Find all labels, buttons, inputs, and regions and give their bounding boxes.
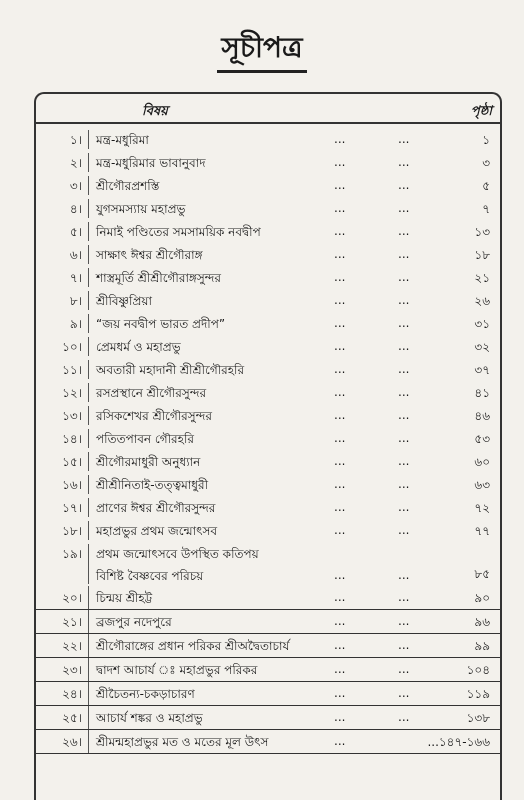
entry-number: ২। — [69, 156, 82, 170]
entry-title-line2: বিশিষ্ট বৈষ্ণবের পরিচয় — [96, 569, 204, 583]
entry-number: ১। — [69, 133, 82, 147]
entry-number: ৬। — [69, 248, 82, 262]
entry-number: ৩। — [69, 179, 82, 193]
entry-number: ১০। — [62, 340, 82, 354]
list-item — [36, 197, 500, 220]
entry-number: ২৫। — [62, 711, 82, 725]
leader-dots: ... — [334, 247, 346, 261]
entry-number: ২৩। — [62, 663, 82, 677]
entry-page-number: ৫৩ — [474, 432, 490, 446]
column-divider — [88, 176, 89, 195]
list-item — [36, 473, 500, 496]
entry-number: ২৪। — [62, 687, 82, 701]
column-divider — [88, 544, 89, 584]
leader-dots: ... — [398, 431, 410, 445]
leader-dots: ... — [398, 293, 410, 307]
leader-dots: ... — [398, 201, 410, 215]
entry-page-number: ৩৭ — [474, 363, 490, 377]
entry-number: ২২। — [62, 639, 82, 653]
entry-title: প্রথম জন্মোৎসবে উপস্থিত কতিপয় — [96, 547, 259, 561]
leader-dots: ... — [334, 178, 346, 192]
entry-title: প্রেমধর্ম ও মহাপ্রভু — [96, 340, 181, 354]
leader-dots: ... — [398, 408, 410, 422]
entry-page-number: ১১৯ — [466, 687, 490, 701]
leader-dots: ... — [398, 454, 410, 468]
list-item — [36, 519, 500, 542]
entry-title: প্রাণের ঈশ্বর শ্রীগৌরসুন্দর — [96, 501, 216, 515]
list-item — [36, 243, 500, 266]
list-item — [36, 220, 500, 243]
column-divider — [88, 475, 89, 494]
column-divider — [88, 406, 89, 425]
leader-dots: ... — [398, 710, 410, 724]
entry-title: শ্রীগৌরপ্রশস্তি — [96, 179, 160, 193]
column-divider — [88, 610, 89, 633]
leader-dots: ... — [334, 523, 346, 537]
leader-dots: ... — [398, 247, 410, 261]
column-divider — [88, 682, 89, 705]
entry-title: দ্বাদশ আচার্য ঃ মহাপ্রভুর পরিকর — [96, 663, 258, 677]
list-item — [36, 335, 500, 358]
entry-number: ২১। — [62, 615, 82, 629]
entry-title: শ্রীগৌরাঙ্গের প্রধান পরিকর শ্রীঅদ্বৈতাচার্য — [96, 639, 290, 653]
leader-dots: ... — [334, 638, 346, 652]
leader-dots: ... — [334, 686, 346, 700]
list-item — [36, 404, 500, 427]
leader-dots: ... — [398, 178, 410, 192]
list-item — [36, 706, 500, 730]
leader-dots: ... — [334, 339, 346, 353]
entry-page-number: ৭৭ — [474, 524, 490, 538]
entry-page-number: ...১৪৭-১৬৬ — [427, 735, 490, 749]
entry-number: ৯। — [69, 317, 82, 331]
title-area — [0, 28, 524, 73]
list-item — [36, 358, 500, 381]
entry-page-number: ২১ — [474, 271, 490, 285]
entry-number: ১৭। — [62, 501, 82, 515]
leader-dots: ... — [334, 734, 346, 748]
list-item — [36, 174, 500, 197]
entry-title: নিমাই পণ্ডিতের সমসাময়িক নবদ্বীপ — [96, 225, 261, 239]
column-divider — [88, 199, 89, 218]
entry-title: মন্ত্র-মধুরিমা — [96, 133, 149, 147]
entry-title: যুগসমস্যায় মহাপ্রভু — [96, 202, 186, 216]
list-item — [36, 586, 500, 610]
entry-title: শাস্ত্রমূর্তি শ্রীশ্রীগৌরাঙ্গসুন্দর — [96, 271, 222, 285]
leader-dots: ... — [334, 477, 346, 491]
leader-dots: ... — [334, 431, 346, 445]
entry-number: ৮। — [69, 294, 82, 308]
column-divider — [88, 268, 89, 287]
entry-page-number: ৯৬ — [474, 615, 490, 629]
entry-title: অবতারী মহাদানী শ্রীশ্রীগৌরহরি — [96, 363, 245, 377]
leader-dots: ... — [334, 454, 346, 468]
leader-dots: ... — [398, 662, 410, 676]
leader-dots: ... — [334, 614, 346, 628]
entry-page-number: ৭ — [482, 202, 490, 216]
leader-dots: ... — [334, 362, 346, 376]
leader-dots: ... — [334, 408, 346, 422]
list-item — [36, 496, 500, 519]
leader-dots: ... — [398, 316, 410, 330]
column-divider — [88, 291, 89, 310]
leader-dots: ... — [334, 316, 346, 330]
entry-number: ১৮। — [62, 524, 82, 538]
column-divider — [88, 498, 89, 517]
entry-title: শ্রীমন্মহাপ্রভুর মত ও মতের মূল উৎস — [96, 735, 269, 749]
leader-dots: ... — [334, 590, 346, 604]
column-divider — [88, 452, 89, 471]
entry-page-number: ১৮ — [474, 248, 490, 262]
entry-page-number: ৯০ — [474, 591, 490, 605]
page-title: সূচীপত্র — [217, 28, 306, 73]
list-item — [36, 151, 500, 174]
entry-title: শ্রীশ্রীনিতাই-তত্ত্বমাধুরী — [96, 478, 209, 492]
list-item — [36, 427, 500, 450]
column-divider — [88, 245, 89, 264]
column-divider — [88, 730, 89, 753]
entry-title: ব্রজপুর নদেপুরে — [96, 615, 172, 629]
entry-number: ৪। — [69, 202, 82, 216]
list-item — [36, 266, 500, 289]
entry-page-number: ১৩ — [474, 225, 490, 239]
entry-title: রসপ্রস্থানে শ্রীগৌরসুন্দর — [96, 386, 207, 400]
entry-title: শ্রীচৈতন্য-চকড়াচারণ — [96, 687, 195, 701]
column-divider — [88, 706, 89, 729]
entry-number: ১৯। — [62, 547, 82, 561]
list-item — [36, 730, 500, 754]
column-divider — [88, 658, 89, 681]
entry-number: ৫। — [69, 225, 82, 239]
entry-page-number: ৩১ — [474, 317, 490, 331]
leader-dots: ... — [398, 155, 410, 169]
entry-number: ২০। — [62, 591, 82, 605]
column-divider — [88, 521, 89, 540]
entry-number: ১৩। — [62, 409, 82, 423]
entry-number: ১৬। — [62, 478, 82, 492]
entry-title: রসিকশেখর শ্রীগৌরসুন্দর — [96, 409, 212, 423]
leader-dots: ... — [334, 385, 346, 399]
column-divider — [88, 429, 89, 448]
list-item — [36, 128, 500, 151]
entry-page-number: ৬০ — [474, 455, 490, 469]
column-divider — [88, 586, 89, 609]
table-header — [36, 100, 500, 122]
leader-dots: ... — [398, 362, 410, 376]
entry-number: ১৫। — [62, 455, 82, 469]
column-divider — [88, 153, 89, 172]
entry-title: মন্ত্র-মধুরিমার ভাবানুবাদ — [96, 156, 206, 170]
list-item — [36, 658, 500, 682]
entry-number: ১২। — [62, 386, 82, 400]
leader-dots: ... — [398, 686, 410, 700]
leader-dots: ... — [334, 132, 346, 146]
column-divider — [88, 314, 89, 333]
leader-dots: ... — [398, 224, 410, 238]
entry-page-number: ৪১ — [474, 386, 490, 400]
leader-dots: ... — [334, 710, 346, 724]
leader-dots: ... — [398, 590, 410, 604]
column-divider — [88, 383, 89, 402]
subject-header: বিষয় — [142, 104, 168, 119]
leader-dots: ... — [334, 201, 346, 215]
header-divider — [36, 122, 500, 124]
leader-dots: ... — [334, 293, 346, 307]
entry-title: “জয় নবদ্বীপ ভারত প্রদীপ” — [96, 317, 226, 331]
contents-frame — [34, 92, 502, 800]
column-divider — [88, 634, 89, 657]
entry-number: ২৬। — [62, 735, 82, 749]
entry-title: পতিতপাবন গৌরহরি — [96, 432, 194, 446]
entry-page-number: ৫ — [482, 179, 490, 193]
leader-dots: ... — [398, 500, 410, 514]
leader-dots: ... — [334, 662, 346, 676]
leader-dots: ... — [398, 132, 410, 146]
column-divider — [88, 337, 89, 356]
leader-dots: ... — [398, 477, 410, 491]
leader-dots: ... — [398, 638, 410, 652]
entry-page-number: ৭২ — [474, 501, 490, 515]
entry-page-number: ১০৪ — [466, 663, 490, 677]
entry-title: শ্রীবিষ্ণুপ্রিয়া — [96, 294, 152, 308]
entry-page-number: ২৬ — [474, 294, 490, 308]
entry-number: ১১। — [62, 363, 82, 377]
leader-dots: ... — [398, 270, 410, 284]
entry-page-number: ১ — [482, 133, 490, 147]
leader-dots: ... — [334, 155, 346, 169]
leader-dots: ... — [398, 568, 410, 582]
column-divider — [88, 222, 89, 241]
page-header: পৃষ্ঠা — [470, 104, 492, 119]
list-item — [36, 381, 500, 404]
leader-dots: ... — [398, 385, 410, 399]
leader-dots: ... — [334, 224, 346, 238]
list-item — [36, 312, 500, 335]
column-divider — [88, 360, 89, 379]
entry-number: ১৪। — [62, 432, 82, 446]
leader-dots: ... — [334, 500, 346, 514]
list-item — [36, 610, 500, 634]
entry-page-number: ৯৯ — [474, 639, 490, 653]
contents-list — [36, 128, 500, 754]
leader-dots: ... — [334, 270, 346, 284]
entry-page-number: ৩২ — [474, 340, 490, 354]
entry-title: চিন্ময় শ্রীহট্ট — [96, 591, 153, 605]
list-item — [36, 542, 500, 586]
entry-title: মহাপ্রভুর প্রথম জন্মোৎসব — [96, 524, 218, 538]
leader-dots: ... — [398, 614, 410, 628]
list-item — [36, 450, 500, 473]
entry-page-number: ৬৩ — [474, 478, 490, 492]
list-item — [36, 682, 500, 706]
leader-dots: ... — [398, 523, 410, 537]
entry-title: শ্রীগৌরমাধুরী অনুধ্যান — [96, 455, 201, 469]
entry-number: ৭। — [69, 271, 82, 285]
entry-page-number: ৮৫ — [474, 567, 490, 581]
entry-page-number: ১৩৮ — [466, 711, 490, 725]
leader-dots: ... — [398, 339, 410, 353]
list-item — [36, 289, 500, 312]
entry-page-number: ৩ — [482, 156, 490, 170]
column-divider — [88, 130, 89, 149]
entry-page-number: ৪৬ — [474, 409, 490, 423]
entry-title: আচার্য শঙ্কর ও মহাপ্রভু — [96, 711, 203, 725]
list-item — [36, 634, 500, 658]
entry-title: সাক্ষাৎ ঈশ্বর শ্রীগৌরাঙ্গ — [96, 248, 203, 262]
leader-dots: ... — [334, 568, 346, 582]
